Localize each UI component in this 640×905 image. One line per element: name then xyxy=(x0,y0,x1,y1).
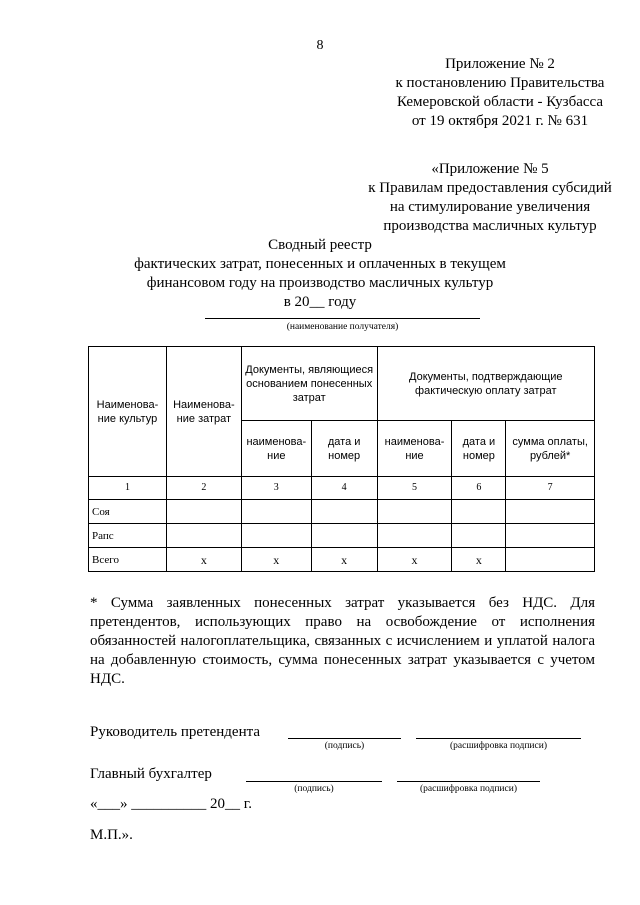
header-payment-sum: сумма оплаты, рублей* xyxy=(506,421,595,477)
recipient-name-line[interactable] xyxy=(205,318,480,319)
title-line: фактических затрат, понесенных и оплаченных в текущем xyxy=(134,256,506,272)
column-number: 4 xyxy=(311,477,377,500)
header-docs-payment: Документы, подтверждающие фактическую оплату затрат xyxy=(377,347,594,421)
seal-mark: М.П.». xyxy=(90,827,133,843)
column-number: 3 xyxy=(241,477,311,500)
table-cell[interactable] xyxy=(506,548,595,572)
date-line: «___» __________ 20__ г. xyxy=(90,796,252,812)
header-docs-basis: Документы, являющиеся основанием понесенных затрат xyxy=(241,347,377,421)
table-cell[interactable] xyxy=(377,524,452,548)
rules-appendix-line: производства масличных культур xyxy=(383,218,597,234)
rules-appendix-line: на стимулирование увеличения xyxy=(389,199,591,215)
header-payment-date: дата и номер xyxy=(452,421,506,477)
header-crop-name: Наименова-ние культур xyxy=(89,347,167,477)
column-number: 1 xyxy=(89,477,167,500)
head-decoding-line[interactable] xyxy=(416,738,581,739)
table-row xyxy=(89,500,595,524)
table-cell[interactable] xyxy=(506,500,595,524)
header-payment-name: наименова-ние xyxy=(377,421,452,477)
appendix-header xyxy=(350,55,640,131)
column-number: 2 xyxy=(166,477,241,500)
header-cost-name: Наименова-ние затрат xyxy=(166,347,241,477)
accountant-signature-label: Главный бухгалтер xyxy=(90,766,212,782)
table-cell[interactable] xyxy=(241,524,311,548)
title-line: финансовом году на производство масличных культур xyxy=(146,275,494,291)
rules-appendix-line: «Приложение № 5 xyxy=(431,161,549,177)
appendix-header-line: к постановлению Правительства xyxy=(395,75,605,91)
recipient-caption: (наименование получателя) xyxy=(286,322,399,332)
title-line: в 20__ году xyxy=(283,294,357,310)
table-cell[interactable] xyxy=(452,524,506,548)
table-cell[interactable] xyxy=(241,500,311,524)
title-line: Сводный реестр xyxy=(268,237,372,253)
appendix-header-line: от 19 октября 2021 г. № 631 xyxy=(411,113,589,129)
column-number: 6 xyxy=(452,477,506,500)
accountant-decoding-line[interactable] xyxy=(397,781,540,782)
head-signature-line[interactable] xyxy=(288,738,401,739)
row-label: Соя xyxy=(89,500,167,524)
table-cell[interactable] xyxy=(311,500,377,524)
rules-appendix-line: к Правилам предоставления субсидий xyxy=(368,180,612,196)
column-number: 5 xyxy=(377,477,452,500)
row-label: Рапс xyxy=(89,524,167,548)
accountant-signature-caption: (подпись) xyxy=(294,784,334,794)
register-table xyxy=(88,346,595,572)
header-basis-name: наименова-ние xyxy=(241,421,311,477)
table-cell: x xyxy=(377,548,452,572)
footnote: * Сумма заявленных понесенных затрат указывается без НДС. Для претендентов, использующих право на освобождение от исполнения обязанностей налогоплательщика, связанных с исчислением и уплатой налога на добавленную стоимость, сумма понесенных затрат указывается с учетом НДС. xyxy=(90,595,595,687)
table-cell[interactable] xyxy=(166,524,241,548)
row-label: Всего xyxy=(89,548,167,572)
table-row xyxy=(89,524,595,548)
table-cell: x xyxy=(166,548,241,572)
table-cell[interactable] xyxy=(377,500,452,524)
column-number: 7 xyxy=(506,477,595,500)
table-row-total xyxy=(89,548,595,572)
appendix-header-line: Приложение № 2 xyxy=(445,56,555,72)
table-cell: x xyxy=(452,548,506,572)
head-signature-label: Руководитель претендента xyxy=(90,724,261,740)
rules-appendix-header xyxy=(340,160,640,236)
table-cell[interactable] xyxy=(311,524,377,548)
accountant-signature-line[interactable] xyxy=(246,781,382,782)
accountant-decoding-caption: (расшифровка подписи) xyxy=(420,784,517,794)
head-signature-caption: (подпись) xyxy=(324,741,365,751)
table-cell: x xyxy=(241,548,311,572)
document-title xyxy=(0,236,640,312)
table-cell: x xyxy=(311,548,377,572)
table-cell[interactable] xyxy=(452,500,506,524)
page-number: 8 xyxy=(316,38,324,53)
table-cell[interactable] xyxy=(506,524,595,548)
table-cell[interactable] xyxy=(166,500,241,524)
header-basis-date: дата и номер xyxy=(311,421,377,477)
head-decoding-caption: (расшифровка подписи) xyxy=(450,741,547,751)
appendix-header-line: Кемеровской области - Кузбасса xyxy=(396,94,604,110)
